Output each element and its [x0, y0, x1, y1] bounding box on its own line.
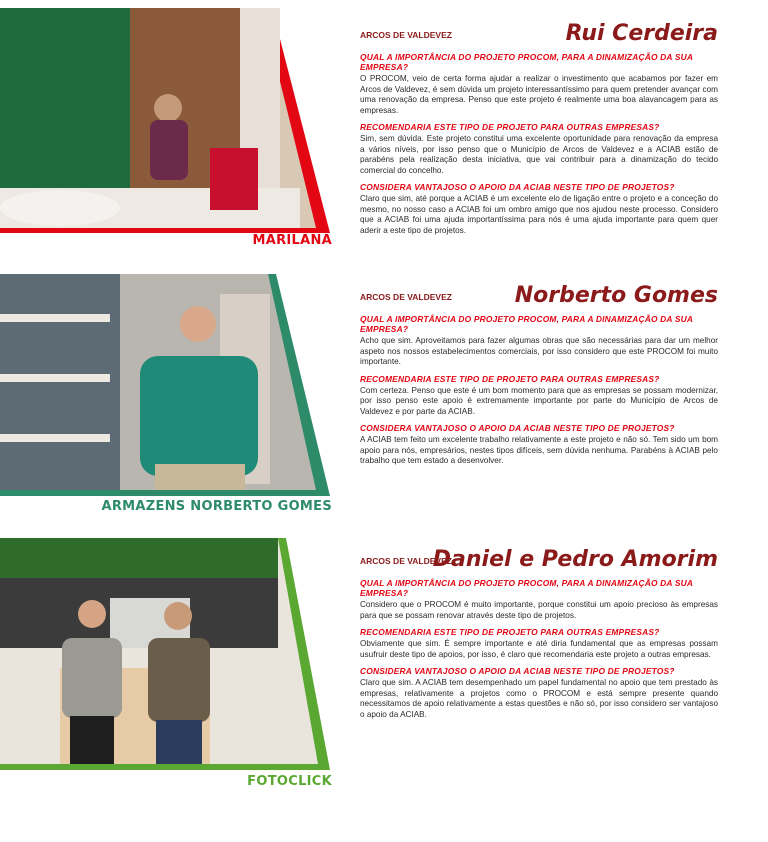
- photo-fotoclick: [0, 538, 335, 770]
- interview-rui-cerdeira: [0, 0, 768, 262]
- location-label: ARCOS DE VALDEVEZ: [360, 30, 452, 40]
- interview-daniel-pedro-amorim: [0, 536, 768, 796]
- interview-norberto-gomes: [0, 270, 768, 520]
- question-1: QUAL A IMPORTÂNCIA DO PROJETO PROCOM, PARA A DINAMIZAÇÃO DA SUA EMPRESA?: [360, 52, 693, 72]
- answer-2: Obviamente que sim. É sempre importante e até diria fundamental que as empresas possam usufruir deste tipo de apoios, por isso, é claro que recomendaria este projeto a outras empresas.: [360, 639, 718, 659]
- answer-2: Sim, sem dúvida. Este projeto constitui uma excelente oportunidade para renovação da empresa a vários níveis, por isso penso que o Município de Arcos de Valdevez e a ACIAB estão de parabéns pela realização desta iniciativa, que vai contribuir para a dinamização do tecido comercial do concelho.: [360, 134, 718, 175]
- answer-1: O PROCOM, veio de certa forma ajudar a realizar o investimento que acabamos por fazer em Arcos de Valdevez, é sem dúvida um projeto interessantíssimo para quem pretender avançar com uma renovação da empresa. Penso que este projeto é realmente uma boa alavancagem para as empresas.: [360, 74, 718, 115]
- question-2: RECOMENDARIA ESTE TIPO DE PROJETO PARA OUTRAS EMPRESAS?: [360, 122, 660, 132]
- answer-3: Claro que sim, até porque a ACIAB é um excelente elo de ligação entre o projeto e a conceção do mesmo, no nosso caso a ACIAB foi um ombro amigo que nos ajudou neste processo. Considero que a ACIAB foi uma ajuda importantíssima para nós é uma ajuda importante para quem quer aderir a este tipo de projetos.: [360, 194, 718, 235]
- company-name: ARMAZENS NORBERTO GOMES: [101, 499, 332, 514]
- answer-2: Com certeza. Penso que este é um bom momento para que as empresas se possam modernizar, por isso penso este apoio é extremamente importante por parte do Município de Arcos de Valdevez e por parte da ACIAB.: [360, 385, 718, 416]
- photo-armazens: [0, 274, 335, 496]
- answer-3: A ACIAB tem feito um excelente trabalho relativamente a este projeto e não só. Tem sido um bom apoio para nós, empresários, nestes tipos difíceis, sem dúvida nenhuma. Parabéns à ACIAB pelo trabalho que tem estado a desenvolver.: [360, 435, 718, 465]
- answer-3: Claro que sim. A ACIAB tem desempenhado um papel fundamental no apoio que tem prestado às empresas, relativamente a projetos como o PROCOM e está sempre presente quando necessitamos de apoio relativamente a estas questões e não só, por isso considero ser vantajoso o apoio da ACIAB.: [360, 678, 718, 719]
- question-2: RECOMENDARIA ESTE TIPO DE PROJETO PARA OUTRAS EMPRESAS?: [360, 373, 660, 384]
- answer-1: Acho que sim. Aproveitamos para fazer algumas obras que são necessárias para dar um melhor aspeto nos nossos estabelecimentos comerciais, por isso considero que este PROCOM foi muito importante.: [360, 336, 718, 366]
- company-name: MARILANA: [252, 233, 332, 248]
- question-2: RECOMENDARIA ESTE TIPO DE PROJETO PARA OUTRAS EMPRESAS?: [360, 627, 660, 637]
- interviewee-name: Rui Cerdeira: [565, 21, 718, 46]
- question-3: CONSIDERA VANTAJOSO O APOIO DA ACIAB NESTE TIPO DE PROJETOS?: [360, 423, 675, 433]
- answer-1: Considero que o PROCOM é muito importante, porque constitui um apoio precioso às empresas para que se possam renovar através deste tipo de projetos.: [360, 600, 718, 620]
- company-name: FOTOCLICK: [247, 774, 332, 789]
- question-3: CONSIDERA VANTAJOSO O APOIO DA ACIAB NESTE TIPO DE PROJETOS?: [360, 182, 675, 192]
- question-1: QUAL A IMPORTÂNCIA DO PROJETO PROCOM, PARA A DINAMIZAÇÃO DA SUA EMPRESA?: [360, 314, 693, 334]
- interviewee-name: Norberto Gomes: [514, 283, 718, 308]
- photo-marilana: [0, 8, 335, 233]
- question-3: CONSIDERA VANTAJOSO O APOIO DA ACIAB NESTE TIPO DE PROJETOS?: [360, 666, 675, 676]
- location-label: ARCOS DE VALDEVEZ: [360, 556, 452, 566]
- interviewee-name: Daniel e Pedro Amorim: [432, 547, 718, 572]
- question-1: QUAL A IMPORTÂNCIA DO PROJETO PROCOM, PARA A DINAMIZAÇÃO DA SUA EMPRESA?: [360, 578, 693, 598]
- location-label: ARCOS DE VALDEVEZ: [360, 292, 452, 302]
